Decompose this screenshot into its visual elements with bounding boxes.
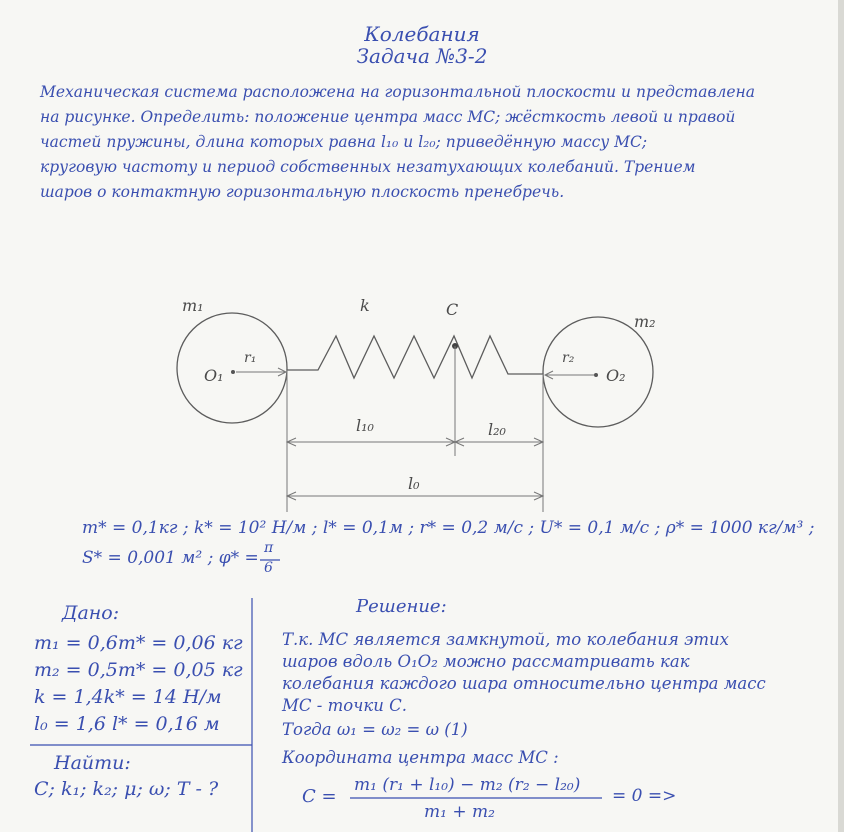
right-ball — [543, 317, 653, 427]
formula-lhs: C = — [302, 786, 337, 807]
statement-line: Механическая система расположена на горизонтальной плоскости и представлена — [40, 83, 755, 101]
parameters-line-2: S* = 0,001 м² ; φ* = — [82, 548, 259, 568]
solution-line: МС - точки С. — [282, 696, 408, 715]
label-l0: l₀ — [408, 474, 420, 493]
statement-line: круговую частоту и период собственных незатухающих колебаний. Трением — [40, 158, 696, 176]
label-r1: r₁ — [244, 350, 257, 366]
phi-denominator: 6 — [264, 560, 273, 576]
task-number: Задача №3-2 — [356, 44, 488, 68]
phi-numerator: π — [264, 540, 274, 556]
label-m1: m₁ — [182, 296, 204, 315]
solution-line: Т.к. МС является замкнутой, то колебания этих — [282, 630, 729, 649]
find-list: C; k₁; k₂; μ; ω; T - ? — [34, 778, 219, 800]
statement-line: на рисунке. Определить: положение центра масс МС; жёсткость левой и правой — [40, 108, 736, 126]
solution-line: колебания каждого шара относительно центра масс — [282, 674, 766, 693]
formula-rhs: = 0 => — [612, 786, 677, 806]
find-heading: Найти: — [54, 752, 131, 774]
label-o1: O₁ — [204, 366, 224, 385]
label-l20: l₂₀ — [488, 420, 506, 439]
solution-coord-heading: Координата центра масс МС : — [282, 748, 559, 767]
statement-line: частей пружины, длина которых равна l₁₀ и l₂₀; приведённую массу МС; — [40, 133, 648, 151]
label-c: C — [446, 300, 459, 319]
label-o2: O₂ — [606, 366, 626, 385]
solution-heading: Решение: — [356, 596, 447, 617]
left-ball — [177, 313, 287, 423]
given-item: l₀ = 1,6 l* = 0,16 м — [34, 713, 220, 735]
given-item: k = 1,4k* = 14 Н/м — [34, 686, 222, 708]
formula-denominator: m₁ + m₂ — [424, 802, 495, 822]
page-title: Колебания — [364, 22, 480, 46]
given-item: m₂ = 0,5m* = 0,05 кг — [34, 659, 243, 681]
solution-line: шаров вдоль O₁O₂ можно рассматривать как — [282, 652, 690, 671]
label-r2: r₂ — [562, 350, 575, 366]
given-item: m₁ = 0,6m* = 0,06 кг — [34, 632, 243, 654]
given-heading: Дано: — [62, 602, 120, 624]
solution-then: Тогда ω₁ = ω₂ = ω (1) — [282, 720, 468, 739]
label-k: k — [360, 296, 370, 315]
spring — [287, 336, 543, 378]
formula-numerator: m₁ (r₁ + l₁₀) − m₂ (r₂ − l₂₀) — [354, 775, 581, 795]
statement-line: шаров о контактную горизонтальную плоскость пренебречь. — [40, 183, 565, 201]
parameters-line-1: m* = 0,1кг ; k* = 10² Н/м ; l* = 0,1м ; r* = 0,2 м/с ; U* = 0,1 м/с ; ρ* = 1000 кг/м³ ; — [82, 518, 815, 538]
label-l10: l₁₀ — [356, 416, 374, 435]
label-m2: m₂ — [634, 312, 656, 331]
